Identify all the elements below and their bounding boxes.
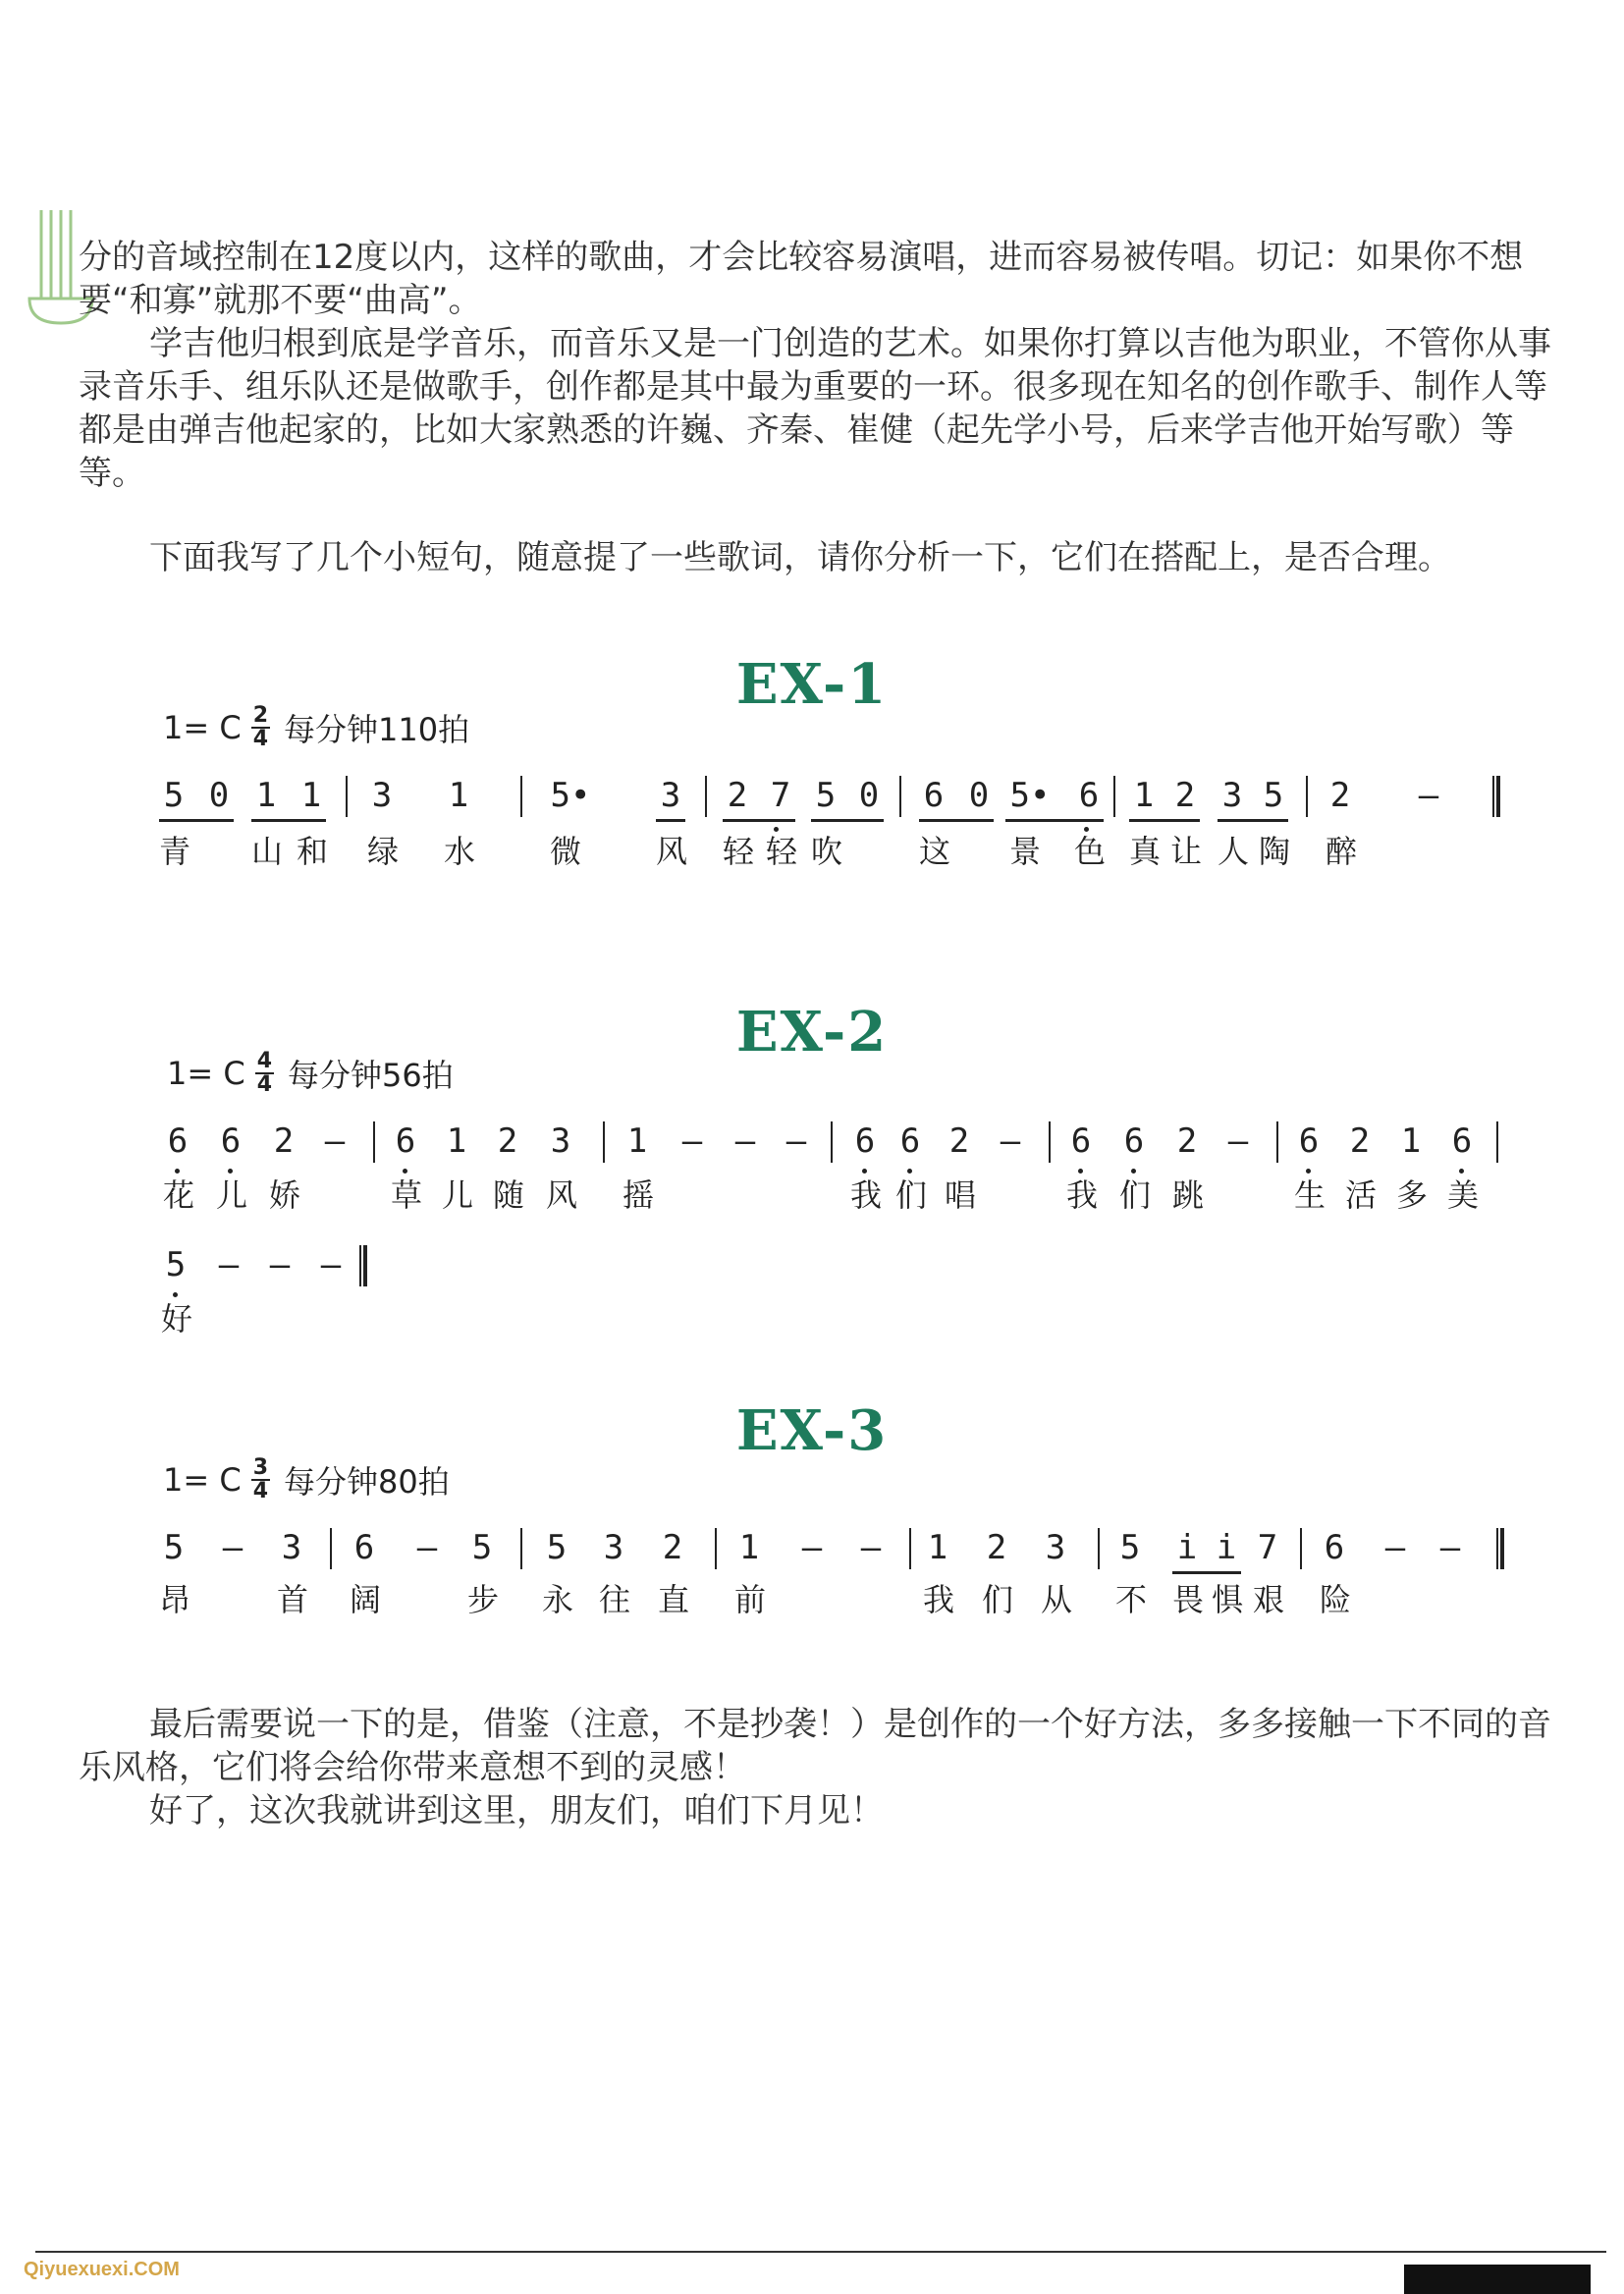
ex3-note: 5 xyxy=(1119,1528,1141,1567)
ex2-note: – xyxy=(320,1245,342,1284)
ex2-note: 1 xyxy=(626,1121,648,1161)
ex2-lyric: 活 xyxy=(1344,1176,1377,1214)
ex2-lyric: 我 xyxy=(1065,1176,1098,1214)
ex2-note: 1 xyxy=(1400,1121,1422,1161)
ex1-note: 5• xyxy=(550,776,591,815)
ex1-lyric: 和 xyxy=(296,833,328,870)
ex1-time-signature xyxy=(251,705,270,750)
ex2-lyric: 跳 xyxy=(1171,1176,1204,1214)
ex1-lyric: 吹 xyxy=(810,833,842,870)
ex3-lyric: 阔 xyxy=(349,1581,381,1618)
underline xyxy=(159,819,234,822)
ex3-lyric: 永 xyxy=(541,1581,573,1618)
ex1-note: 1 xyxy=(1133,776,1155,815)
ex1-note: 2 xyxy=(1174,776,1196,815)
paragraph-4: 最后需要说一下的是，借鉴（注意，不是抄袭！）是创作的一个好方法，多多接触一下不同的音乐风格，它们将会给你带来意想不到的灵感！ xyxy=(79,1705,1551,1787)
underline xyxy=(1129,819,1200,822)
ex3-note: 6 xyxy=(353,1528,375,1567)
ex3-note: 5 xyxy=(471,1528,493,1567)
ex2-lyric: 随 xyxy=(492,1176,524,1214)
ex3-lyric: 们 xyxy=(981,1581,1013,1618)
ex3-lyric: 往 xyxy=(598,1581,630,1618)
ex1-time-den: 4 xyxy=(252,727,268,751)
ex2-note: – xyxy=(269,1245,291,1284)
underline xyxy=(656,819,685,822)
ex1-note: 0 xyxy=(858,776,880,815)
ex1-tempo: 每分钟110拍 xyxy=(284,711,470,748)
ex3-note: 7 xyxy=(1257,1528,1278,1567)
ex2-lyric: 唱 xyxy=(944,1176,976,1214)
ex3-note: – xyxy=(1439,1528,1461,1567)
barline xyxy=(603,1121,605,1163)
barline xyxy=(373,1121,375,1163)
ex3-note: 5 xyxy=(546,1528,568,1567)
underline xyxy=(1172,1571,1241,1574)
ex2-note: 6 xyxy=(1451,1121,1473,1161)
final-barline xyxy=(1496,1528,1504,1569)
ex1-lyric: 陶 xyxy=(1258,833,1290,870)
ex3-note: – xyxy=(416,1528,438,1567)
barline xyxy=(715,1528,717,1569)
underline xyxy=(1005,819,1104,822)
barline xyxy=(1049,1121,1051,1163)
ex3-note: – xyxy=(801,1528,823,1567)
ex2-note: – xyxy=(734,1121,756,1161)
ex2-note: – xyxy=(218,1245,240,1284)
ex1-lyric: 人 xyxy=(1217,833,1249,870)
ex1-note: 0 xyxy=(968,776,990,815)
ex3-note: 1 xyxy=(927,1528,948,1567)
ex2-lyric: 儿 xyxy=(215,1176,247,1214)
barline xyxy=(1276,1121,1278,1163)
ex2-note: – xyxy=(1227,1121,1249,1161)
ex1-title: EX-1 xyxy=(735,652,889,717)
ex3-note: 1 xyxy=(738,1528,760,1567)
ex3-note: 2 xyxy=(662,1528,683,1567)
barline xyxy=(1113,776,1115,817)
ex3-note: 3 xyxy=(281,1528,302,1567)
ex2-lyric: 们 xyxy=(1118,1176,1151,1214)
ex1-time-num: 2 xyxy=(252,703,268,728)
ex2-lyric: 们 xyxy=(894,1176,927,1214)
ex2-lyric: 摇 xyxy=(622,1176,654,1214)
barline xyxy=(330,1528,332,1569)
ex2-tempo: 每分钟56拍 xyxy=(288,1057,454,1094)
ex3-note: 3 xyxy=(603,1528,624,1567)
ex1-lyric: 让 xyxy=(1169,833,1202,870)
barline xyxy=(1300,1528,1302,1569)
ex2-note: 6 xyxy=(854,1121,876,1161)
closing-paragraphs xyxy=(79,1703,1551,1832)
ex3-time-signature xyxy=(251,1457,270,1502)
ex1-lyric: 轻 xyxy=(722,833,754,870)
paragraph-5: 好了，这次我就讲到这里，朋友们，咱们下月见！ xyxy=(149,1791,884,1830)
ex2-lyric: 我 xyxy=(849,1176,882,1214)
ex3-lyric: 不 xyxy=(1114,1581,1147,1618)
ex3-lyric: 惧 xyxy=(1211,1581,1243,1618)
ex2-note: 2 xyxy=(948,1121,970,1161)
ex2-lyric: 生 xyxy=(1293,1176,1326,1214)
ex1-lyric: 真 xyxy=(1128,833,1161,870)
ex2-note: 2 xyxy=(497,1121,518,1161)
ex1-note: 7 xyxy=(770,776,791,815)
ex2-note: 6 xyxy=(395,1121,416,1161)
ex2-lyric: 娇 xyxy=(268,1176,300,1214)
paragraph-3-block xyxy=(79,536,1551,579)
ex2-note: 1 xyxy=(446,1121,467,1161)
ex2-lyric: 草 xyxy=(390,1176,422,1214)
ex3-time-num: 3 xyxy=(252,1455,268,1480)
final-barline xyxy=(359,1245,367,1286)
paragraph-1: 分的音域控制在12度以内，这样的歌曲，才会比较容易演唱，进而容易被传唱。切记：如果你不想要“和寡”就那不要“曲高”。 xyxy=(79,238,1524,320)
ex3-lyric: 昂 xyxy=(158,1581,190,1618)
ex2-note: 2 xyxy=(273,1121,295,1161)
ex1-note: 2 xyxy=(727,776,748,815)
barline xyxy=(831,1121,833,1163)
ex2-time-num: 4 xyxy=(256,1049,272,1073)
ex1-note: 6 xyxy=(1078,776,1100,815)
ex3-lyric: 前 xyxy=(733,1581,766,1618)
ex3-note: – xyxy=(222,1528,244,1567)
ex3-lyric: 首 xyxy=(276,1581,308,1618)
ex3-note: 2 xyxy=(986,1528,1007,1567)
ex2-note: 6 xyxy=(1123,1121,1145,1161)
paragraph-3: 下面我写了几个小短句，随意提了一些歌词，请你分析一下，它们在搭配上，是否合理。 xyxy=(149,538,1451,577)
ex2-lyric: 好 xyxy=(160,1300,192,1338)
ex1-lyric: 轻 xyxy=(765,833,797,870)
ex2-lyric: 美 xyxy=(1446,1176,1479,1214)
barline xyxy=(899,776,901,817)
ex1-note: 3 xyxy=(1221,776,1243,815)
ex2-lyric: 儿 xyxy=(441,1176,473,1214)
underline xyxy=(723,819,795,822)
ex3-lyric: 直 xyxy=(657,1581,689,1618)
ex3-key: 1= C xyxy=(163,1461,242,1499)
ex3-tempo: 每分钟80拍 xyxy=(284,1463,450,1501)
ex2-note: – xyxy=(324,1121,346,1161)
ex1-note: 1 xyxy=(255,776,277,815)
underline xyxy=(251,819,326,822)
ex2-note: 6 xyxy=(899,1121,921,1161)
paragraph-2: 学吉他归根到底是学音乐，而音乐又是一门创造的艺术。如果你打算以吉他为职业，不管你从事录音乐手、组乐队还是做歌手，创作都是其中最为重要的一环。很多现在知名的创作歌手、制作人等都是由弹吉他起家的，比如大家熟悉的许巍、齐秦、崔健（起先学小号，后来学吉他开始写歌）等等。 xyxy=(79,324,1551,493)
underline xyxy=(811,819,884,822)
ex2-title: EX-2 xyxy=(735,1000,889,1065)
ex2-time-signature xyxy=(255,1051,274,1096)
ex3-title: EX-3 xyxy=(735,1398,889,1463)
barline xyxy=(1098,1528,1100,1569)
ex2-note: 6 xyxy=(1298,1121,1320,1161)
underline xyxy=(1218,819,1288,822)
ex1-note: 2 xyxy=(1329,776,1351,815)
ex1-lyric: 醉 xyxy=(1325,833,1357,870)
ex1-note: 1 xyxy=(448,776,469,815)
ex1-lyric: 这 xyxy=(918,833,950,870)
ex1-note: 5• xyxy=(1009,776,1051,815)
ex3-note: 5 xyxy=(163,1528,185,1567)
ex3-lyric: 步 xyxy=(466,1581,499,1618)
barline xyxy=(520,1528,522,1569)
ex2-note: 5 xyxy=(165,1245,187,1284)
barline xyxy=(520,776,522,817)
ex1-key-signature xyxy=(163,705,469,750)
ex1-note: 5 xyxy=(1263,776,1284,815)
barline xyxy=(705,776,707,817)
ex1-note: 6 xyxy=(923,776,945,815)
ex1-note: 0 xyxy=(208,776,230,815)
ex1-lyric: 景 xyxy=(1008,833,1041,870)
footer-rule xyxy=(35,2251,1606,2253)
ex3-lyric: 险 xyxy=(1319,1581,1351,1618)
ex2-key: 1= C xyxy=(167,1055,245,1092)
ex1-note: – xyxy=(1418,776,1439,815)
ex2-note: 6 xyxy=(220,1121,242,1161)
ex2-time-den: 4 xyxy=(256,1072,272,1097)
ex2-note: 6 xyxy=(167,1121,189,1161)
ex1-lyric: 风 xyxy=(655,833,687,870)
ex2-note: 2 xyxy=(1349,1121,1371,1161)
ex1-lyric: 青 xyxy=(158,833,190,870)
ex3-lyric: 畏 xyxy=(1171,1581,1204,1618)
ex3-note: i xyxy=(1216,1528,1237,1567)
intro-paragraphs xyxy=(79,236,1551,495)
ex2-note: – xyxy=(681,1121,703,1161)
ex1-key: 1= C xyxy=(163,709,242,746)
ex3-note: – xyxy=(860,1528,882,1567)
ex1-note: 3 xyxy=(660,776,681,815)
ex3-lyric: 艰 xyxy=(1252,1581,1284,1618)
ex3-lyric: 从 xyxy=(1040,1581,1072,1618)
ex2-note: 2 xyxy=(1176,1121,1198,1161)
barline xyxy=(1496,1121,1498,1163)
ex2-lyric: 风 xyxy=(545,1176,577,1214)
site-watermark: Qiyuexuexi.COM xyxy=(24,2259,180,2280)
ex3-note: 3 xyxy=(1045,1528,1066,1567)
ex3-key-signature xyxy=(163,1457,450,1502)
ex1-note: 5 xyxy=(163,776,185,815)
ex2-note: 3 xyxy=(550,1121,571,1161)
ex1-note: 5 xyxy=(815,776,837,815)
ex3-note: – xyxy=(1384,1528,1406,1567)
underline xyxy=(919,819,994,822)
barline xyxy=(346,776,348,817)
ex3-note: i xyxy=(1176,1528,1198,1567)
ex2-note: 6 xyxy=(1070,1121,1092,1161)
ex1-lyric: 微 xyxy=(549,833,581,870)
page-number-box xyxy=(1404,2265,1591,2294)
ex2-lyric: 多 xyxy=(1395,1176,1428,1214)
ex1-lyric: 色 xyxy=(1073,833,1106,870)
ex1-note: 3 xyxy=(371,776,393,815)
ex3-time-den: 4 xyxy=(252,1479,268,1503)
ex1-lyric: 山 xyxy=(250,833,283,870)
ex1-note: 1 xyxy=(300,776,322,815)
ex2-note: – xyxy=(785,1121,807,1161)
ex1-lyric: 水 xyxy=(443,833,475,870)
barline xyxy=(909,1528,911,1569)
ex3-lyric: 我 xyxy=(922,1581,954,1618)
ex2-note: – xyxy=(1000,1121,1021,1161)
ex3-note: 6 xyxy=(1324,1528,1345,1567)
ex2-lyric: 花 xyxy=(162,1176,194,1214)
ex2-key-signature xyxy=(167,1051,454,1096)
ex1-lyric: 绿 xyxy=(366,833,399,870)
final-barline xyxy=(1492,776,1500,817)
barline xyxy=(1306,776,1308,817)
